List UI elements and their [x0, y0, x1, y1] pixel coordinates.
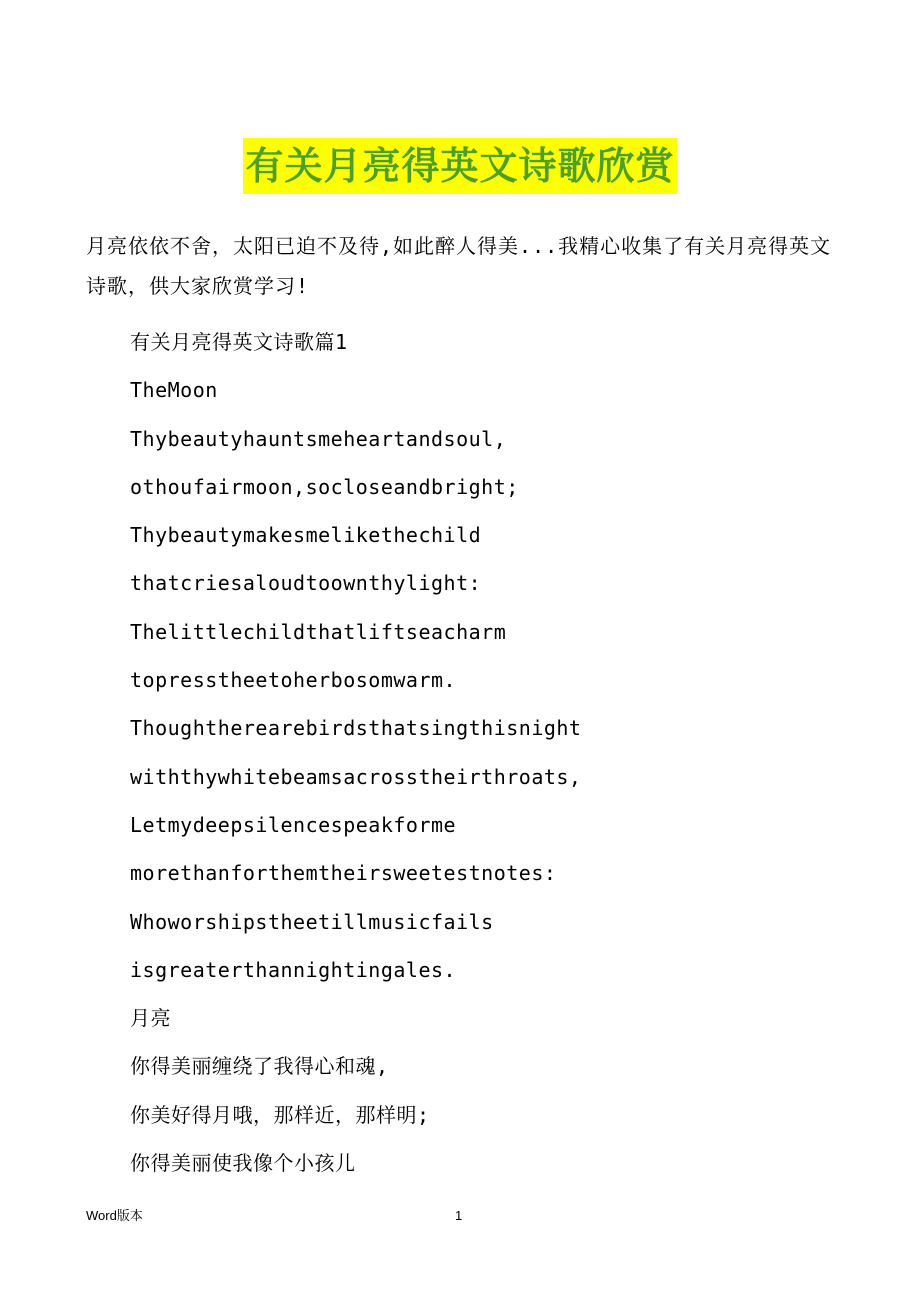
translation-line: 你美好得月哦，那样近，那样明;	[130, 1102, 430, 1127]
poem-line: Thelittlechildthatliftseacharm	[130, 619, 507, 644]
poem-line: Thoughtherearebirdsthatsingthisnight	[130, 716, 582, 741]
page-number: 1	[455, 1208, 463, 1223]
section-heading: 有关月亮得英文诗歌篇1	[130, 330, 348, 354]
intro-paragraph: 月亮依依不舍，太阳已迫不及待,如此醉人得美...我精心收集了有关月亮得英文诗歌，供大家欣赏学习!	[86, 234, 832, 298]
poem-line: othoufairmoon,socloseandbright;	[130, 474, 519, 499]
poem-line: topresstheetoherbosomwarm.	[130, 668, 457, 693]
poem-line: thatcriesaloudtoownthylight:	[130, 571, 482, 596]
poem-lines	[130, 322, 870, 1191]
document-title: 有关月亮得英文诗歌欣赏	[243, 138, 676, 194]
title-container	[0, 138, 920, 194]
poem-line: morethanforthemtheirsweetestnotes:	[130, 861, 557, 886]
translation-line: 你得美丽缠绕了我得心和魂,	[130, 1054, 389, 1079]
translation-line: 你得美丽使我像个小孩儿	[130, 1151, 356, 1176]
poem-line: Thybeautymakesmelikethechild	[130, 523, 482, 548]
poem-line: isgreaterthannightingales.	[130, 957, 457, 982]
translation-title: 月亮	[130, 1006, 171, 1031]
poem-line: Thybeautyhauntsmeheartandsoul,	[130, 426, 507, 451]
poem-title: TheMoon	[130, 378, 218, 403]
footer-label: Word版本	[86, 1208, 143, 1223]
poem-line: withthywhitebeamsacrosstheirthroats,	[130, 764, 582, 789]
poem-line: Whoworshipstheetillmusicfails	[130, 909, 494, 934]
poem-line: Letmydeepsilencespeakforme	[130, 812, 457, 837]
